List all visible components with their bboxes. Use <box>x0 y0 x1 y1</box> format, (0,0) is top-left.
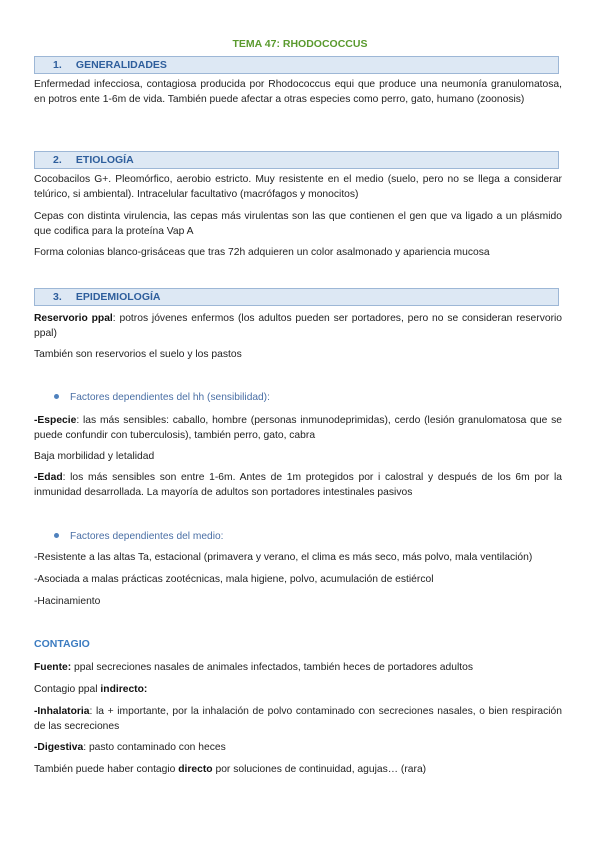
inhalatoria-label: -Inhalatoria <box>34 706 90 717</box>
directo-post: por soluciones de continuidad, agujas… (rara) <box>212 764 427 775</box>
paragraph-fuente <box>34 660 562 675</box>
document-title: TEMA 47: RHODOCOCCUS <box>232 38 368 50</box>
directo-bold: directo <box>178 764 213 775</box>
bullet-text: Factores dependientes del hh (sensibilidad): <box>70 392 270 403</box>
especie-label: -Especie <box>34 415 77 426</box>
digestiva-label: -Digestiva <box>34 742 84 753</box>
contagio-ppal-text: Contagio ppal <box>34 684 101 695</box>
paragraph-medio-2: -Asociada a malas prácticas zootécnicas, mala higiene, polvo, acumulación de estiércol <box>34 574 434 585</box>
section-label: GENERALIDADES <box>75 59 167 71</box>
paragraph-digestiva <box>34 740 562 755</box>
section-heading-epidemiologia <box>34 288 559 306</box>
paragraph-edad <box>34 470 562 500</box>
bullet-dot-icon <box>54 394 59 399</box>
paragraph-etiologia-2: Cepas con distinta virulencia, las cepas más virulentas son las que contienen el gen que va ligado a un plásmido que codifica para la proteína Vap A <box>34 211 562 237</box>
fuente-label: Fuente: <box>34 662 72 673</box>
paragraph-medio-1: -Resistente a las altas Ta, estacional (primavera y verano, el clima es más seco, más polvo, mala ventilación) <box>34 552 533 563</box>
section-label: EPIDEMIOLOGÍA <box>75 291 161 303</box>
inhalatoria-text: : la + importante, por la inhalación de polvo contaminado con secreciones nasales, o bien respiración de las secreciones <box>34 706 562 732</box>
paragraph-etiologia-3: Forma colonias blanco-grisáceas que tras 72h adquieren un color asalmonado y apariencia mucosa <box>34 247 490 258</box>
fuente-text: ppal secreciones nasales de animales infectados, también heces de portadores adultos <box>71 662 474 673</box>
paragraph-contagio-ppal <box>34 682 562 697</box>
section-label: ETIOLOGÍA <box>75 154 134 166</box>
section-heading-etiologia <box>34 151 559 169</box>
digestiva-text: : pasto contaminado con heces <box>83 742 226 753</box>
paragraph-medio-3: -Hacinamiento <box>34 596 101 607</box>
bullet-text: Factores dependientes del medio: <box>70 531 224 542</box>
paragraph-reservorios-suelo: También son reservorios el suelo y los pastos <box>34 349 242 360</box>
paragraph-etiologia-1: Cocobacilos G+. Pleomórfico, aerobio estricto. Muy resistente en el medio (suelo, pero no se llega a considerar telúrico, si ambiental). Intracelular facultativo (macrófagos y monocitos) <box>34 174 562 200</box>
reservorio-label: Reservorio ppal <box>34 313 113 324</box>
edad-text: : los más sensibles son entre 1-6m. Antes de 1m protegidos por i calostral y después de los 6m por la inmunidad desarrollada. La mayoría de adultos son portadores intestinales pasivos <box>34 472 562 498</box>
directo-pre: También puede haber contagio <box>34 764 179 775</box>
especie-text: : las más sensibles: caballo, hombre (personas inmunodeprimidas), cerdo (lesión granulomatosa que se puede confundir con tuberculosis), también perro, gato, cabra <box>34 415 562 441</box>
paragraph-reservorio <box>34 311 562 341</box>
paragraph-especie <box>34 413 562 443</box>
section-number: 1. <box>53 59 62 71</box>
section-number: 2. <box>53 154 62 166</box>
contagio-heading: CONTAGIO <box>34 638 90 650</box>
paragraph-contagio-directo <box>34 762 562 777</box>
contagio-ppal-bold: indirecto: <box>100 684 148 695</box>
reservorio-text: : potros jóvenes enfermos (los adultos pueden ser portadores, pero no se consideran reservorio ppal) <box>34 313 563 339</box>
bullet-factores-hh <box>54 390 554 405</box>
edad-label: -Edad <box>34 472 63 483</box>
bullet-dot-icon <box>54 533 59 538</box>
bullet-factores-medio <box>54 529 554 544</box>
section-heading-generalidades <box>34 56 559 74</box>
paragraph-inhalatoria <box>34 704 562 734</box>
paragraph-generalidades: Enfermedad infecciosa, contagiosa producida por Rhodococcus equi que produce una neumonía granulomatosa, en potros ente 1-6m de vida. También puede afectar a otras especies como perro, gato, humano (zoonosis) <box>34 79 562 105</box>
section-number: 3. <box>53 291 62 303</box>
paragraph-baja-morbilidad: Baja morbilidad y letalidad <box>34 451 155 462</box>
